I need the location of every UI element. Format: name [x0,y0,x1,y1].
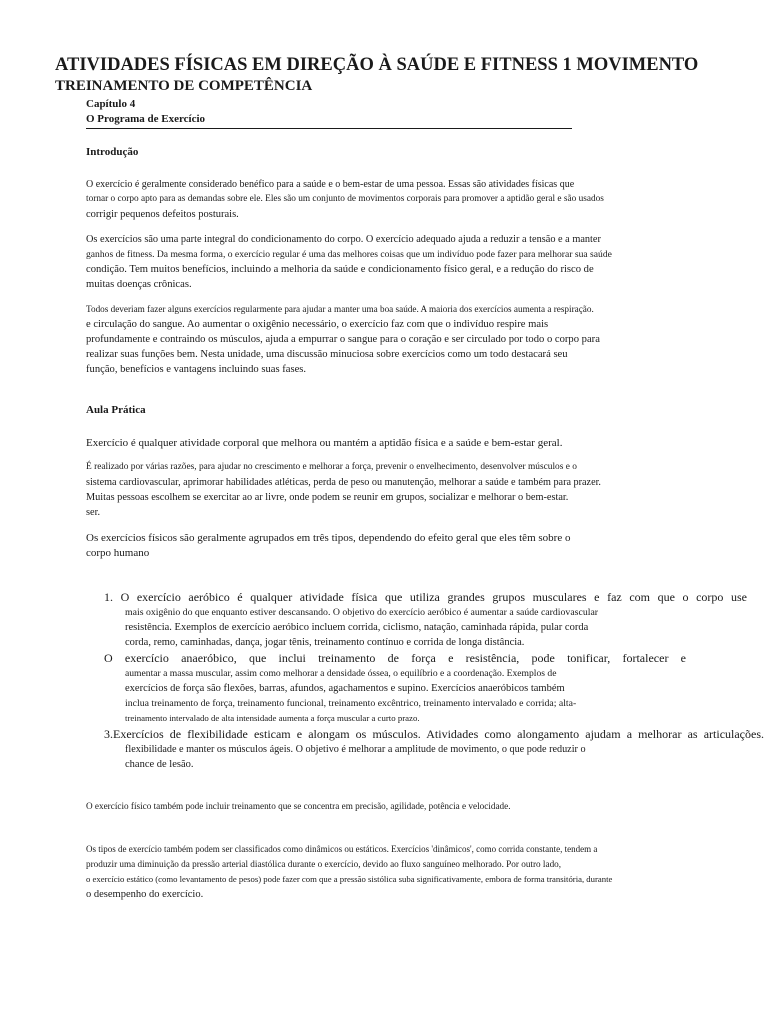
text-line: resistência. Exemplos de exercício aeróbico incluem corrida, ciclismo, natação, caminhada rápida, pular corda [125,622,589,633]
text-line: É realizado por várias razões, para ajudar no crescimento e melhorar a força, prevenir o envelhecimento, desenvolver músculos e o [86,462,577,472]
list-item-lead: 1. O exercício aeróbico é qualquer atividade física que utiliza grandes grupos musculares e faz com que o corpo use [104,590,747,604]
text-line: treinamento intervalado de alta intensidade aumenta a força muscular a curto prazo. [125,713,420,723]
intro-paragraph-1 [86,177,604,222]
text-line: profundamente e contraindo os músculos, ajuda a empurrar o sangue para o coração e ser circulado por todo o corpo para [86,334,600,345]
list-item-lead: O exercício anaeróbico, que inclui treinamento de força e resistência, pode tonificar, fortalecer e [104,651,686,665]
exercise-types-list [104,589,768,772]
text-line: o desempenho do exercício. [86,889,204,900]
text-line: Exercício é qualquer atividade corporal que melhora ou mantém a aptidão física e a saúde e bem-estar geral. [86,437,563,449]
text-line: realizar suas funções bem. Nesta unidade, uma discussão minuciosa sobre exercícios como um todo destacará seu [86,349,568,360]
chapter-divider [86,128,572,129]
text-line: Os exercícios são uma parte integral do condicionamento do corpo. O exercício adequado ajuda a reduzir a tensão e a manter [86,234,601,245]
text-line: o exercício estático (como levantamento de pesos) pode fazer com que a pressão sistólica suba significativamente, embora de forma transitória, durante [86,874,613,884]
document-title: ATIVIDADES FÍSICAS EM DIREÇÃO À SAÚDE E FITNESS 1 MOVIMENTO [55,55,699,75]
section-heading-intro: Introdução [86,146,139,158]
text-line: chance de lesão. [125,759,194,770]
list-item-anaerobic [104,650,768,726]
text-line: Muitas pessoas escolhem se exercitar ao ar livre, onde podem se reunir em grupos, socializar e melhorar o bem-estar. [86,492,569,503]
text-line: Todos deveriam fazer alguns exercícios regularmente para ajudar a manter uma boa saúde. A maioria dos exercícios aumenta a respiração. [86,304,594,314]
text-line: mais oxigênio do que enquanto estiver descansando. O objetivo do exercício aeróbico é aumentar a saúde cardiovascular [125,607,599,618]
text-line: sistema cardiovascular, aprimorar habilidades atléticas, perda de peso ou manutenção, melhorar a saúde e também para prazer. [86,477,601,488]
text-line: função, benefícios e vantagens incluindo suas fases. [86,364,307,375]
intro-paragraph-3 [86,302,600,377]
text-line: O exercício é geralmente considerado benéfico para a saúde e o bem-estar de uma pessoa. Essas são atividades físicas que [86,179,575,190]
text-line: inclua treinamento de força, treinamento funcional, treinamento excêntrico, treinamento intervalado e corrida; alta- [125,698,577,709]
text-line: Os exercícios físicos são geralmente agrupados em três tipos, dependendo do efeito geral que eles têm sobre o [86,532,571,544]
text-line: aumentar a massa muscular, assim como melhorar a densidade óssea, o equilíbrio e a coordenação. Exemplos de [125,668,557,679]
text-line: muitas doenças crônicas. [86,279,192,290]
text-line: corrigir pequenos defeitos posturais. [86,209,239,220]
text-line: exercícios de força são flexões, barras, afundos, agachamentos e supino. Exercícios anaeróbicos também [125,683,565,694]
chapter-title: O Programa de Exercício [86,113,206,125]
text-line: flexibilidade e manter os músculos ágeis. O objetivo é melhorar a amplitude de movimento, o que pode reduzir o [125,744,586,755]
text-line: e circulação do sangue. Ao aumentar o oxigênio necessário, o exercício faz com que o indivíduo respire mais [86,319,549,330]
section-heading-practice: Aula Prática [86,404,146,416]
text-line: corda, remo, caminhadas, dança, jogar tênis, treinamento contínuo e corrida de longa distância. [125,637,525,648]
chapter-number: Capítulo 4 [86,98,136,110]
text-line: ser. [86,507,101,518]
text-line: ganhos de fitness. Da mesma forma, o exercício regular é uma das melhores coisas que um indivíduo pode fazer para melhorar sua saúde [86,249,612,260]
closing-paragraph-2 [86,842,613,902]
practice-paragraph-2 [86,460,601,520]
text-line: tornar o corpo apto para as demandas sobre ele. Eles são um conjunto de movimentos corporais para promover a aptidão geral e são usados [86,194,604,204]
list-item-aerobic [104,589,768,650]
text-line: O exercício físico também pode incluir treinamento que se concentra em precisão, agilidade, potência e velocidade. [86,801,511,811]
intro-paragraph-2 [86,232,612,292]
list-item-lead: 3.Exercícios de flexibilidade esticam e alongam os músculos. Atividades como alongamento ajudam a melhorar as articulações. [104,727,764,741]
text-line: condição. Tem muitos benefícios, incluindo a melhoria da saúde e condicionamento físico geral, e a redução do risco de [86,264,594,275]
text-line: corpo humano [86,547,150,559]
text-line: Os tipos de exercício também podem ser classificados como dinâmicos ou estáticos. Exercícios 'dinâmicos', como corrida constante, tendem a [86,844,598,854]
practice-paragraph-3 [86,531,596,561]
text-line: produzir uma diminuição da pressão arterial diastólica durante o exercício, devido ao fluxo sanguíneo melhorado. Por outro lado, [86,859,562,869]
list-item-flexibility [104,726,768,772]
practice-paragraph-1 [86,436,596,451]
document-subtitle: TREINAMENTO DE COMPETÊNCIA [55,78,313,94]
closing-paragraph-1 [86,799,596,814]
